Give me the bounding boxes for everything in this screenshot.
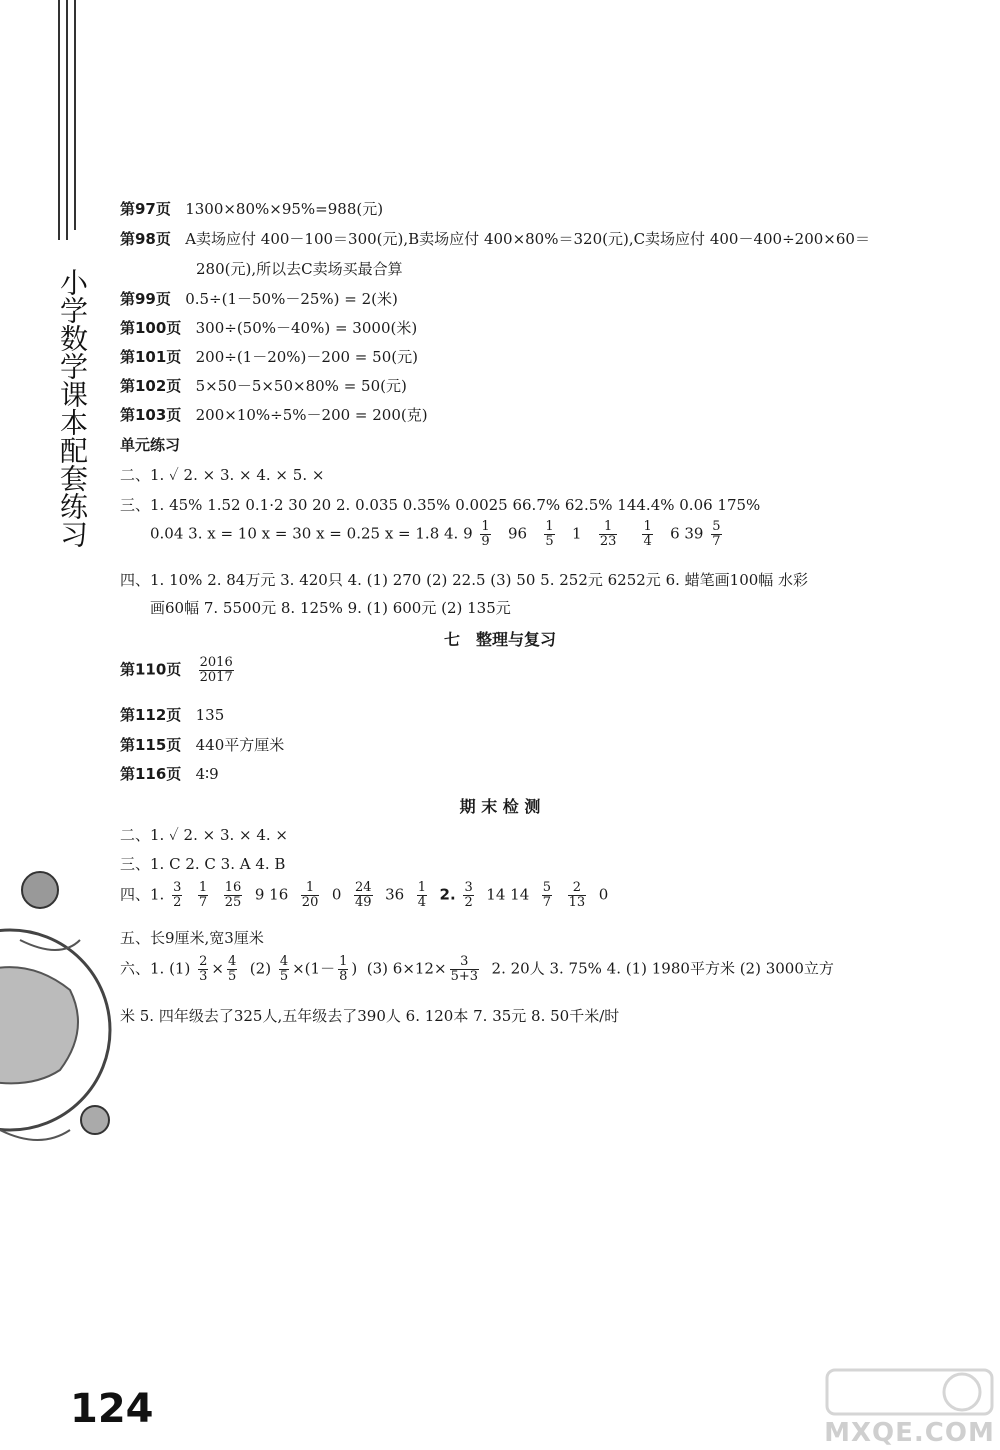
fraction (480, 520, 490, 549)
denominator: 7 (712, 534, 721, 549)
answer-text: 0.5÷(1－50%－25%) = 2(米) (185, 290, 398, 308)
text-segment: 6 39 (670, 524, 704, 543)
denominator: 49 (354, 895, 372, 910)
denominator: 4 (417, 895, 426, 910)
answer-row-p103 (120, 404, 428, 425)
answer-text: 200×10%÷5%－200 = 200(克) (195, 406, 428, 424)
answer-text: 200÷(1－20%)－200 = 50(元) (195, 348, 418, 366)
numerator: 4 (227, 954, 237, 969)
unit-line-3b (150, 520, 725, 549)
text-segment: × (211, 959, 224, 978)
answer-row-p112 (120, 704, 224, 725)
fraction (338, 955, 348, 984)
answer-row-p99 (120, 288, 398, 309)
margin-rule-2 (66, 0, 68, 240)
denominator: 23 (599, 534, 617, 549)
numerator: 24 (354, 880, 372, 895)
numerator: 1 (417, 880, 426, 895)
numerator: 1 (599, 520, 618, 535)
final-line-3: 三、1. C 2. C 3. A 4. B (120, 855, 286, 873)
final-line-6 (120, 955, 834, 984)
answer-text: 1300×80%×95%=988(元) (185, 200, 384, 218)
unit-line-3a: 三、1. 45% 1.52 0.1·2 30 20 2. 0.035 0.35% 0.0025 66.7% 62.5% 144.4% 0.06 175% (120, 496, 761, 514)
text-segment: (3) 6×12× (366, 959, 447, 978)
answer-text: A卖场应付 400－100＝300(元),B卖场应付 400×80%＝320(元),C卖场应付 400－400÷200×60＝ (185, 230, 870, 248)
numerator: 1 (198, 880, 208, 895)
page-label: 第112页 (120, 706, 182, 724)
answer-row-p98 (120, 228, 870, 249)
fraction (542, 881, 552, 910)
numerator: 3 (173, 880, 182, 895)
text-segment: 0 (331, 885, 342, 904)
text-segment: 六、1. (1) (120, 959, 191, 978)
text-segment: ×(1－ (292, 959, 336, 978)
watermark-text: MXQE.COM (824, 1418, 995, 1448)
text-segment: (2) (249, 959, 272, 978)
answer-text: 135 (195, 706, 225, 724)
denominator: 25 (224, 895, 242, 910)
unit-line-4b: 画60幅 7. 5500元 8. 125% 9. (1) 600元 (2) 135元 (150, 599, 511, 617)
page-label: 第100页 (120, 319, 182, 337)
numerator: 5 (712, 519, 721, 534)
denominator: 5 (279, 969, 289, 984)
numerator: 3 (464, 880, 473, 895)
unit-practice-title: 单元练习 (120, 436, 181, 454)
denominator: 3 (199, 969, 208, 984)
text-segment: 96 (508, 524, 528, 543)
fraction (172, 881, 182, 910)
fraction (544, 520, 554, 549)
numerator: 4 (279, 954, 289, 969)
answer-row-p98-cont (196, 258, 403, 279)
answer-row-p100 (120, 317, 417, 338)
page-label: 第101页 (120, 348, 182, 366)
denominator: 7 (198, 895, 208, 910)
fraction (224, 881, 243, 910)
denominator: 20 (301, 895, 319, 910)
fraction (417, 881, 427, 910)
answer-row-p116 (120, 763, 219, 784)
final-test-title: 期 末 检 测 (459, 797, 541, 816)
page-label: 第102页 (120, 377, 182, 395)
denominator: 5 (227, 969, 237, 984)
unit-line-4a: 四、1. 10% 2. 84万元 3. 420只 4. (1) 270 (2) 22.5 (3) 50 5. 252元 6252元 6. 蜡笔画100幅 水彩 (120, 571, 809, 589)
denominator: 9 (481, 534, 490, 549)
fraction (450, 955, 479, 984)
text-segment: 0.04 3. x = 10 x = 30 x = 0.25 x = 1.8 4. 9 (150, 524, 473, 543)
answer-row-p97 (120, 198, 383, 219)
numerator: 1 (643, 519, 652, 534)
answer-row-p101 (120, 346, 418, 367)
denominator: 2017 (199, 670, 233, 685)
text-segment: 36 (385, 885, 405, 904)
margin-rule-3 (74, 0, 76, 230)
page-label: 第116页 (120, 765, 182, 783)
section-7-title: 七 整理与复习 (443, 630, 556, 649)
fraction (642, 520, 652, 549)
numerator: 2 (199, 954, 208, 969)
answer-row-p102 (120, 375, 407, 396)
page-label: 第115页 (120, 736, 182, 754)
denominator: 13 (568, 895, 586, 910)
unit-line-2: 二、1. ✓ 2. × 3. × 4. × 5. × (120, 466, 325, 484)
text-segment: 1 (572, 524, 582, 543)
numerator: 16 (224, 880, 242, 895)
denominator: 4 (643, 534, 652, 549)
denominator: 8 (339, 969, 348, 984)
page-label: 第97页 (120, 200, 171, 218)
denominator: 2 (173, 895, 182, 910)
text-segment: 0 (598, 885, 609, 904)
text-segment: 2. 20人 3. 75% 4. (1) 1980平方米 (2) 3000立方 (491, 959, 834, 978)
numerator: 5 (542, 880, 552, 895)
fraction (711, 520, 721, 549)
answer-row-p110 (120, 656, 237, 685)
numerator: 3 (450, 955, 479, 970)
answer-text: 280(元),所以去C卖场买最合算 (196, 260, 403, 278)
numerator: 1 (301, 881, 320, 896)
numerator: 2 (568, 881, 587, 896)
fraction (354, 881, 373, 910)
text-segment: 9 16 (254, 885, 289, 904)
fraction (279, 955, 289, 984)
denominator: 2 (464, 895, 473, 910)
fraction (198, 881, 208, 910)
fraction (568, 881, 587, 910)
fraction (301, 881, 320, 910)
text-segment: 四、1. (120, 885, 165, 904)
fraction (227, 955, 237, 984)
text-segment: ) (351, 959, 358, 978)
page-number: 124 (70, 1386, 154, 1432)
denominator: 5+3 (450, 969, 478, 984)
globe-illustration (0, 830, 140, 1190)
fraction (599, 520, 618, 549)
page-label: 第99页 (120, 290, 171, 308)
denominator: 7 (542, 895, 552, 910)
fraction (463, 881, 473, 910)
page-label: 第98页 (120, 230, 171, 248)
fraction (198, 955, 208, 984)
numerator: 1 (545, 519, 554, 534)
denominator: 5 (545, 534, 554, 549)
side-title: 小学数学课本配套练习 (50, 268, 86, 548)
answer-text: 300÷(50%－40%) = 3000(米) (195, 319, 418, 337)
numerator: 1 (481, 519, 490, 534)
text-segment: 14 14 (486, 885, 530, 904)
final-line-5: 五、长9厘米,宽3厘米 (120, 929, 264, 947)
answer-row-p115 (120, 734, 284, 755)
numerator: 2016 (199, 655, 233, 670)
final-line-6b: 米 5. 四年级去了325人,五年级去了390人 6. 120本 7. 35元 8. 50千米/时 (120, 1007, 620, 1025)
text-segment: 2. (439, 885, 456, 904)
margin-rule-1 (58, 0, 60, 240)
answer-text: 4∶9 (195, 765, 219, 783)
final-line-2: 二、1. ✓ 2. × 3. × 4. × (120, 826, 289, 844)
page-label: 第103页 (120, 406, 182, 424)
answer-text: 440平方厘米 (195, 736, 285, 754)
fraction (199, 656, 234, 685)
final-line-4 (120, 881, 608, 910)
numerator: 1 (339, 954, 348, 969)
answer-text: 5×50－5×50×80% = 50(元) (195, 377, 407, 395)
page-label: 第110页 (120, 660, 182, 679)
